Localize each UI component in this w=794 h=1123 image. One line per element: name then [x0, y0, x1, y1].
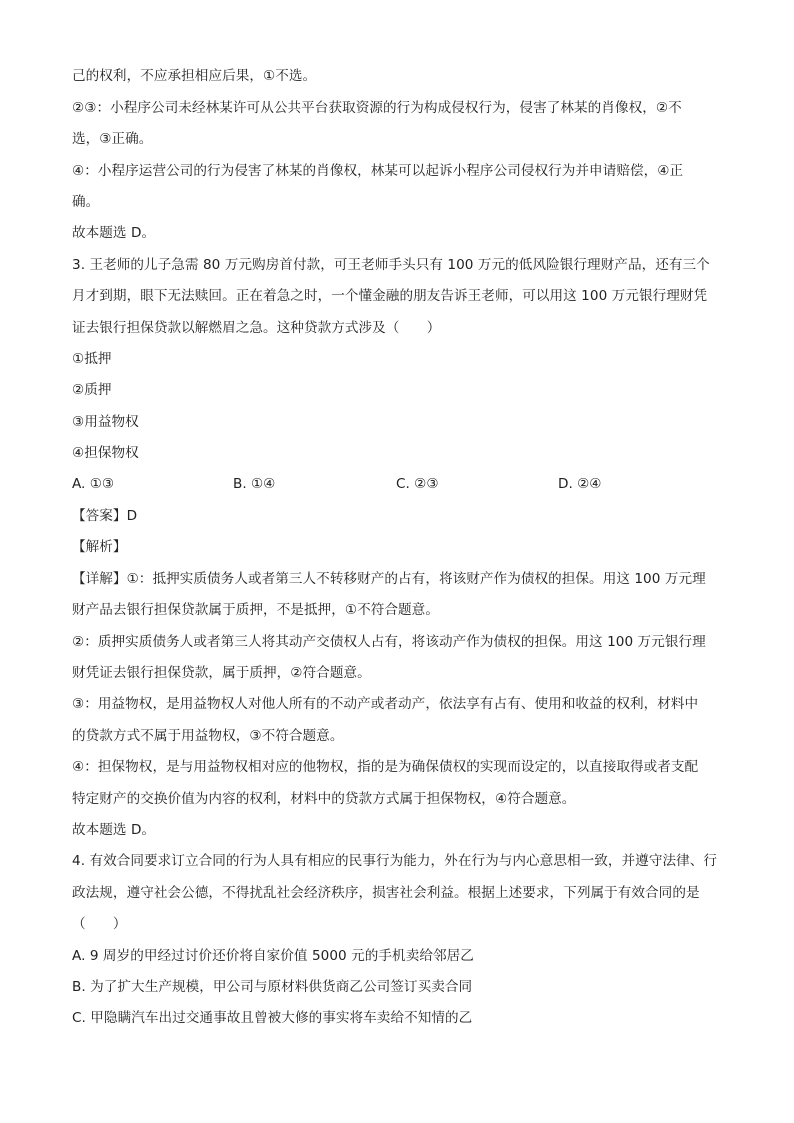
option-a: A. ①③: [72, 476, 115, 492]
analysis-line: 特定财产的交换价值为内容的权利，材料中的贷款方式属于担保物权，④符合题意。: [72, 791, 576, 807]
text-line: 故本题选 D。: [72, 225, 156, 241]
analysis-line: ③：用益物权，是用益物权人对他人所有的不动产或者动产，依法享有占有、使用和收益的权利，材料中: [72, 696, 699, 712]
question-3-text: 3. 王老师的儿子急需 80 万元购房首付款，可王老师手头只有 100 万元的低风险银行理财产品，还有三个: [72, 257, 710, 273]
analysis-label: 【解析】: [72, 539, 127, 555]
analysis-line: 财产品去银行担保贷款属于质押，不是抵押，①不符合题意。: [72, 602, 439, 618]
analysis-line: 的贷款方式不属于用益物权，③不符合题意。: [72, 728, 344, 744]
choice-item: ①抵押: [72, 351, 112, 367]
choice-item: ③用益物权: [72, 414, 139, 430]
question-4-text: （ ）: [72, 916, 127, 932]
question-3-text: 月才到期，眼下无法赎回。正在着急之时，一个懂金融的朋友告诉王老师，可以用这 100 万元银行理财凭: [72, 288, 708, 304]
choice-item: ②质押: [72, 382, 112, 398]
option-c: C. 甲隐瞒汽车出过交通事故且曾被大修的事实将车卖给不知情的乙: [72, 1010, 473, 1026]
text-line: ④：小程序运营公司的行为侵害了林某的肖像权，林某可以起诉小程序公司侵权行为并申请赔偿，④正: [72, 163, 684, 179]
analysis-line: ④：担保物权，是与用益物权相对应的他物权，指的是为确保债权的实现而设定的，以直接取得或者支配: [72, 759, 699, 775]
choice-item: ④担保物权: [72, 445, 139, 461]
question-3-text: 证去银行担保贷款以解燃眉之急。这种贷款方式涉及（ ）: [72, 320, 441, 336]
option-b: B. ①④: [233, 476, 276, 492]
text-line: ②③：小程序公司未经林某许可从公共平台获取资源的行为构成侵权行为，侵害了林某的肖像权，②不: [72, 100, 682, 116]
answer-line: 【答案】D: [72, 508, 138, 524]
text-line: 故本题选 D。: [72, 822, 156, 838]
analysis-line: 财凭证去银行担保贷款，属于质押，②符合题意。: [72, 665, 371, 681]
option-a: A. 9 周岁的甲经过讨价还价将自家价值 5000 元的手机卖给邻居乙: [72, 948, 474, 964]
analysis-line: 【详解】①：抵押实质债务人或者第三人不转移财产的占有，将该财产作为债权的担保。用这 100 万元理: [72, 571, 706, 587]
option-c: C. ②③: [396, 476, 439, 492]
question-4-text: 4. 有效合同要求订立合同的行为人具有相应的民事行为能力，外在行为与内心意思相一致，并遵守法律、行: [72, 853, 718, 869]
option-b: B. 为了扩大生产规模，甲公司与原材料供货商乙公司签订买卖合同: [72, 979, 473, 995]
question-4-text: 政法规，遵守社会公德，不得扰乱社会经济秩序，损害社会利益。根据上述要求，下列属于有效合同的是: [72, 885, 700, 901]
option-d: D. ②④: [558, 476, 602, 492]
text-line: 确。: [72, 194, 100, 210]
text-line: 选，③正确。: [72, 131, 153, 147]
analysis-line: ②：质押实质债务人或者第三人将其动产交债权人占有，将该动产作为债权的担保。用这 100 万元银行理: [72, 634, 706, 650]
text-line: 己的权利，不应承担相应后果，①不选。: [72, 68, 317, 84]
